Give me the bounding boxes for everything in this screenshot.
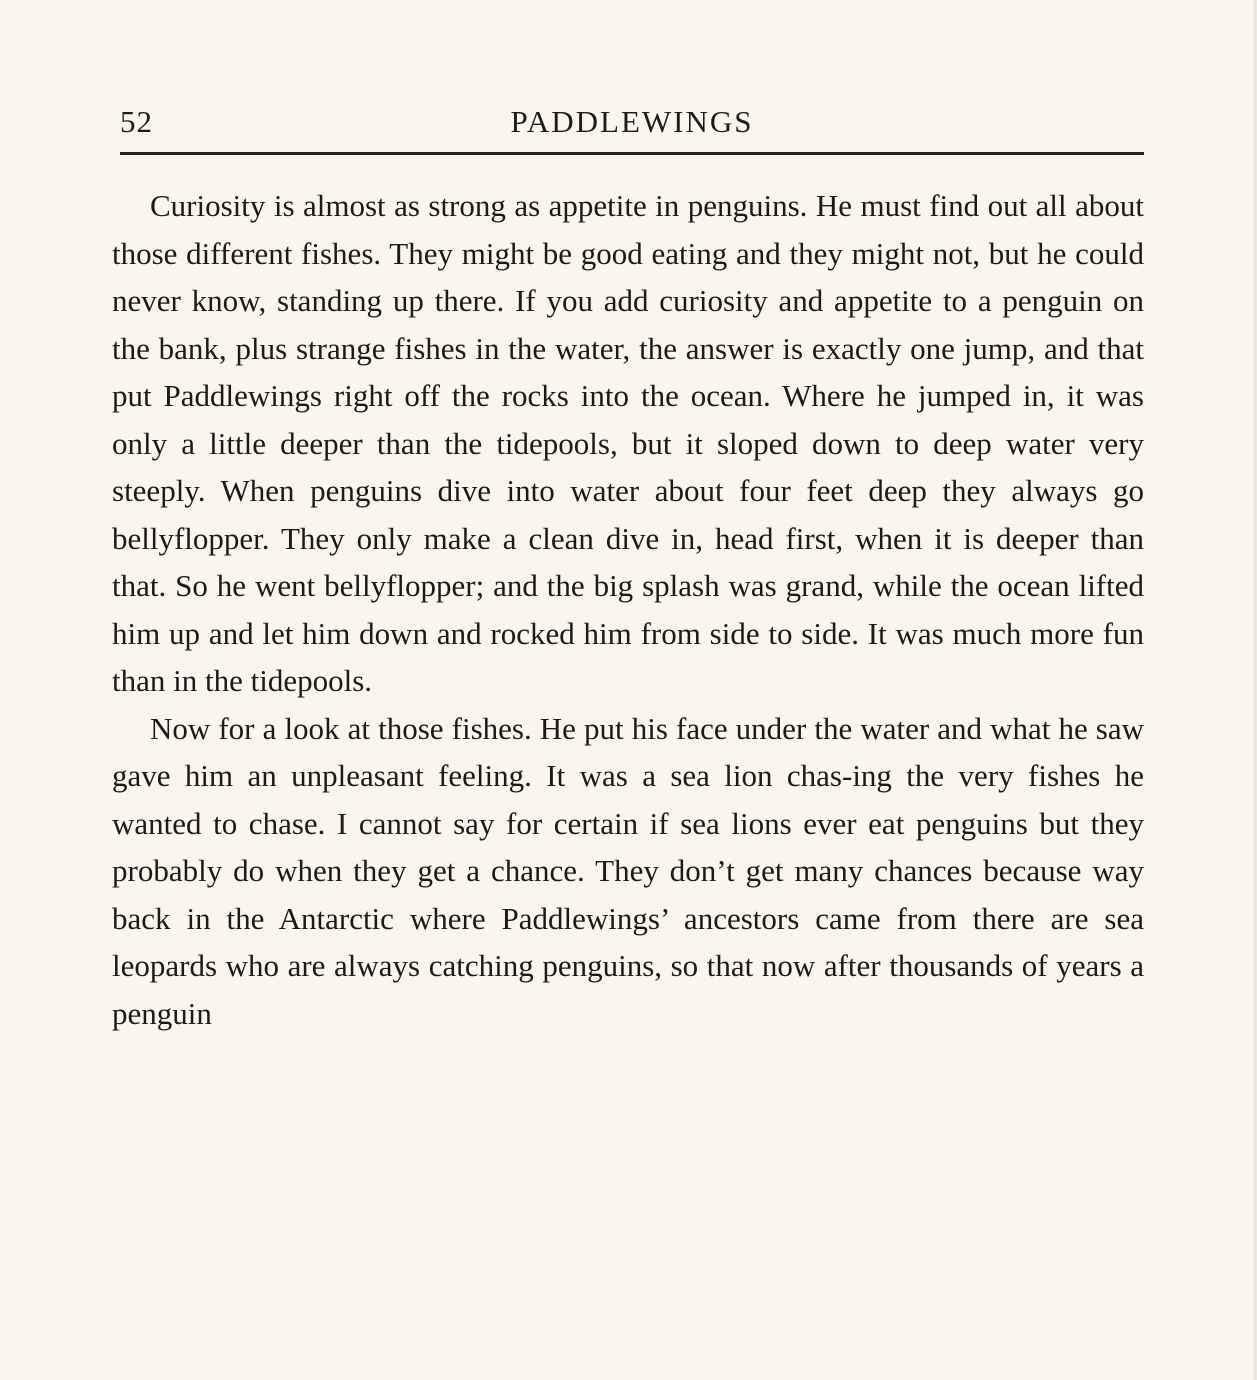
- running-head: [120, 104, 1144, 148]
- paragraph-2: Now for a look at those fishes. He put his face under the water and what he saw gave him an unpleasant feeling. It was a sea lion chas-ing the very fishes he wanted to chase. I cannot say for certain if sea lions ever eat penguins but they probably do when they get a chance. They don’t get many chances because way back in the Antarctic where Paddlewings’ ancestors came from there are sea leopards who are always catching penguins, so that now after thousands of years a penguin: [112, 710, 1144, 1031]
- running-title: PADDLEWINGS: [510, 104, 754, 139]
- header-rule: [120, 152, 1144, 155]
- page-number: 52: [120, 104, 153, 139]
- page-edge: [1253, 0, 1257, 1380]
- paragraph-1: Curiosity is almost as strong as appetite in penguins. He must find out all about those different fishes. They might be good eating and they might not, but he could never know, standing up there. If you add curiosity and appetite to a penguin on the bank, plus strange fishes in the water, the answer is exactly one jump, and that put Paddlewings right off the rocks into the ocean. Where he jumped in, it was only a little deeper than the tidepools, but it sloped down to deep water very steeply. When penguins dive into water about four feet deep they always go bellyflopper. They only make a clean dive in, head first, when it is deeper than that. So he went bellyflopper; and the big splash was grand, while the ocean lifted him up and let him down and rocked him from side to side. It was much more fun than in the tidepools.: [112, 188, 1144, 698]
- body-text: [112, 182, 1144, 1037]
